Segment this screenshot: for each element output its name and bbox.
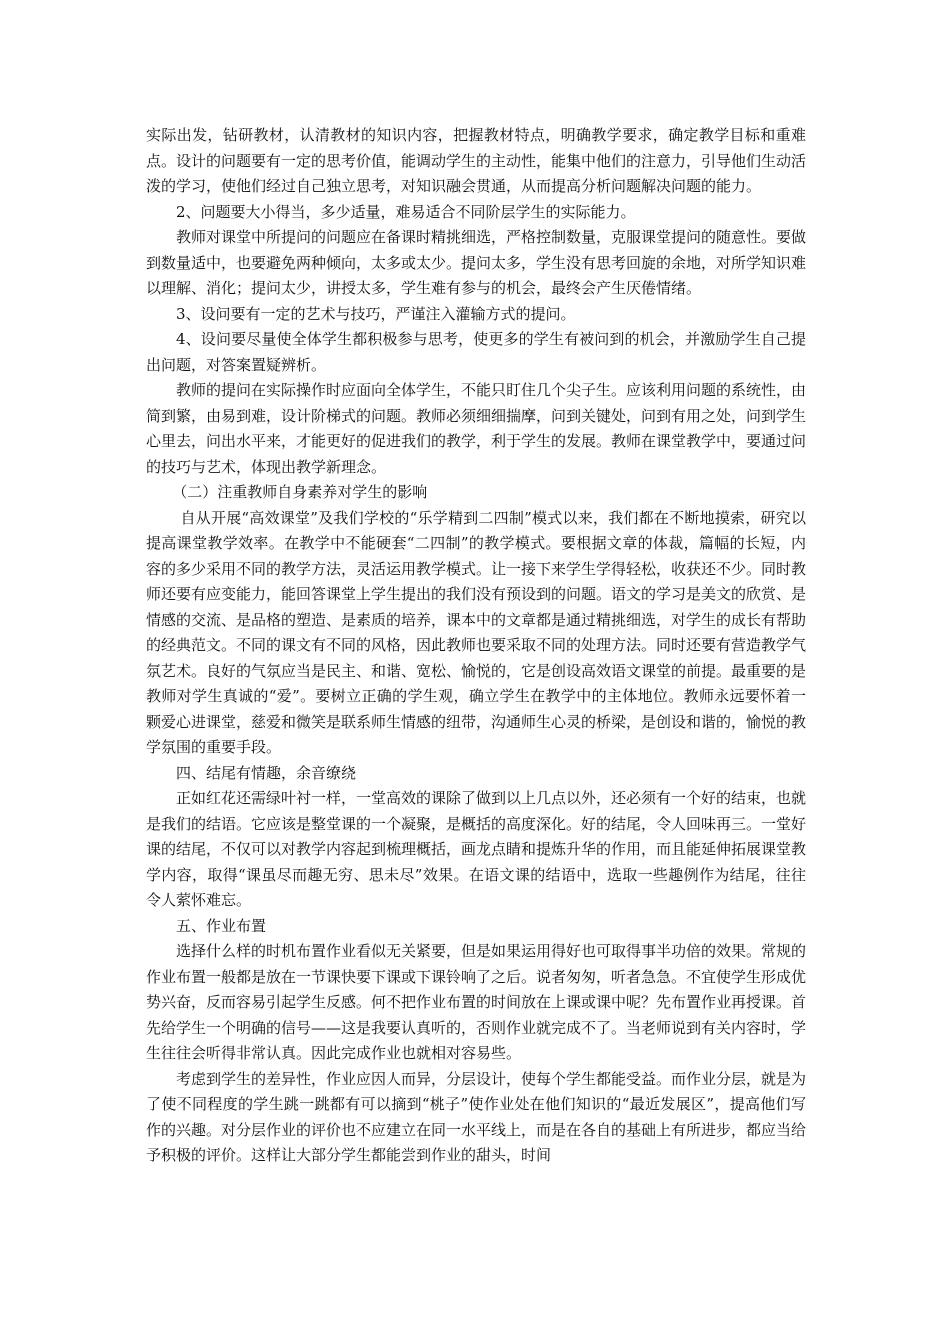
numbered-point-2: 2、问题要大小得当，多少适量，难易适合不同阶层学生的实际能力。 bbox=[176, 202, 636, 221]
numbered-point-4: 4、设问要尽量使全体学生都积极参与思考，使更多的学生有被问到的机会，并激励学生自己提出问题，对答案置疑辨析。 bbox=[146, 330, 806, 374]
numbered-point-3: 3、设问要有一定的艺术与技巧，严谨注入灌输方式的提问。 bbox=[176, 304, 576, 323]
body-paragraph: 考虑到学生的差异性，作业应因人而异，分层设计，使每个学生都能受益。而作业分层，就是为了使不同程度的学生跳一跳都有可以摘到“桃子”使作业处在他们知识的“最近发展区”，提高他们写作的兴趣。对分层作业的评价也不应建立在同一水平线上，而是在各自的基础上有所进步，都应当给予积极的评价。这样让大部分学生都能尝到作业的甜头，时间 bbox=[146, 1069, 807, 1164]
section-heading-4: 四、结尾有情趣，余音缭绕 bbox=[176, 763, 357, 782]
subsection-heading: （二）注重教师自身素养对学生的影响 bbox=[172, 483, 428, 501]
body-paragraph: 教师的提问在实际操作时应面向全体学生，不能只盯住几个尖子生。应该利用问题的系统性，由简到繁，由易到难，设计阶梯式的问题。教师必须细细揣摩，问到关键处，问到有用之处，问到学生心里去，问出水平来，才能更好的促进我们的教学，利于学生的发展。教师在课堂教学中，要通过问的技巧与艺术，体现出教学新理念。 bbox=[146, 381, 807, 476]
section-heading-5: 五、作业布置 bbox=[176, 916, 267, 935]
body-paragraph: 选择什么样的时机布置作业看似无关紧要，但是如果运用得好也可取得事半功倍的效果。常规的作业布置一般都是放在一节课快要下课或下课铃响了之后。说者匆匆，听者急急。不宜使学生形成优势兴奋，反而容易引起学生反感。何不把作业布置的时间放在上课或课中呢？先布置作业再授课。首先给学生一个明确的信号——这是我要认真听的，否则作业就完成不了。当老师说到有关内容时，学生往往会听得非常认真。因此完成作业也就相对容易些。 bbox=[146, 942, 807, 1062]
body-paragraph: 自从开展“高效课堂”及我们学校的“乐学精到二四制”模式以来，我们都在不断地摸索，研究以提高课堂教学效率。在教学中不能硬套“二四制”的教学模式。要根据文章的体裁，篇幅的长短，内容的多少采用不同的教学方法，灵活运用教学模式。让一接下来学生学得轻松，收获还不少。同时教师还要有应变能力，能回答课堂上学生提出的我们没有预设到的问题。语文的学习是美文的欣赏、是情感的交流、是品格的塑造、是素质的培养，课本中的文章都是通过精挑细选，对学生的成长有帮助的经典范文。不同的课文有不同的风格，因此教师也要采取不同的处理方法。同时还要有营造教学气氛艺术。良好的气氛应当是民主、和谐、宽松、愉悦的，它是创设高效语文课堂的前提。最重要的是教师对学生真诚的“爱”。要树立正确的学生观，确立学生在教学中的主体地位。教师永远要怀着一颗爱心进课堂，慈爱和微笑是联系师生情感的纽带，沟通师生心灵的桥梁，是创设和谐的，愉悦的教学氛围的重要手段。 bbox=[146, 508, 807, 756]
body-paragraph: 实际出发，钻研教材，认清教材的知识内容，把握教材特点，明确教学要求，确定教学目标和重难点。设计的问题要有一定的思考价值，能调动学生的主动性，能集中他们的注意力，引导他们生动活泼的学习，使他们经过自己独立思考，对知识融会贯通，从而提高分析问题解决问题的能力。 bbox=[146, 126, 807, 195]
body-paragraph: 正如红花还需绿叶衬一样，一堂高效的课除了做到以上几点以外，还必须有一个好的结束，也就是我们的结语。它应该是整堂课的一个凝聚，是概括的高度深化。好的结尾，令人回味再三。一堂好课的结尾，不仅可以对教学内容起到梳理概括，画龙点睛和提炼升华的作用，而且能延伸拓展课堂教学内容，取得“课虽尽而趣无穷、思未尽”效果。在语文课的结语中，选取一些趣例作为结尾，往往令人萦怀难忘。 bbox=[146, 789, 807, 909]
body-paragraph: 教师对课堂中所提问的问题应在备课时精挑细选，严格控制数量，克服课堂提问的随意性。要做到数量适中，也要避免两种倾向，太多或太少。提问太多，学生没有思考回旋的余地，对所学知识难以理解、消化；提问太少，讲授太多，学生难有参与的机会，最终会产生厌倦情绪。 bbox=[146, 228, 807, 297]
document-page bbox=[146, 123, 806, 1169]
